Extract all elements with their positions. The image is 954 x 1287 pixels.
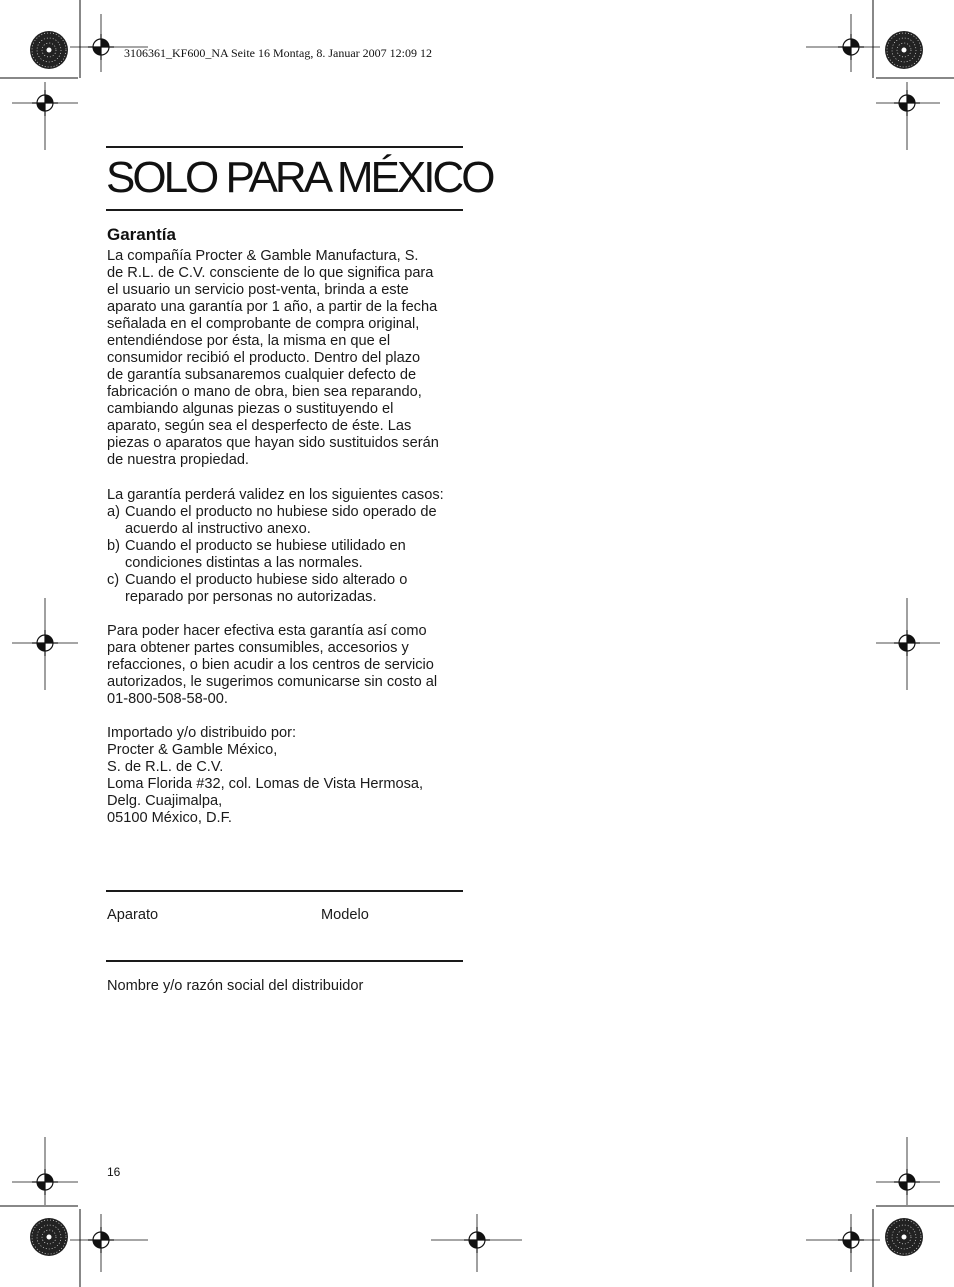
text-line: de garantía subsanaremos cualquier defecto de [107,367,417,383]
page-title: SOLO PARA MÉXICO [106,153,493,202]
text-line: Importado y/o distribuido por: [107,725,297,741]
distributor-field-label: Nombre y/o razón social del distribuidor [107,978,364,994]
text-line: autorizados, le sugerimos comunicarse sin costo al [107,674,438,690]
text-line: Para poder hacer efectiva esta garantía así como [107,623,427,639]
text-line: el usuario un servicio post-venta, brinda a este [107,282,409,298]
text-line: de nuestra propiedad. [107,452,249,468]
text-line: La compañía Procter & Gamble Manufactura, S. [107,248,419,264]
text-line: Cuando el producto hubiese sido alterado o [125,572,408,588]
text-line: 01-800-508-58-00. [107,691,228,707]
text-line: S. de R.L. de C.V. [107,759,224,775]
text-line: refacciones, o bien acudir a los centros de servicio [107,657,434,673]
text-line: Delg. Cuajimalpa, [107,793,223,809]
appliance-field-label: Aparato [107,907,159,923]
text-line: aparato, según sea el desperfecto de éste. Las [107,418,412,434]
text-line: entendiéndose por ésta, la misma en que el [107,333,391,349]
text-line: consumidor recibió el producto. Dentro del plazo [107,350,421,366]
section-heading-garantia: Garantía [107,225,176,244]
text-line: aparato una garantía por 1 año, a partir de la fecha [107,299,438,315]
model-field-label: Modelo [321,907,369,923]
text-line: condiciones distintas a las normales. [125,555,363,571]
text-line: señalada en el comprobante de compra original, [107,316,420,332]
list-marker: b) [107,538,120,554]
text-line: Procter & Gamble México, [107,742,278,758]
text-line: para obtener partes consumibles, accesorios y [107,640,409,656]
conditions-intro: La garantía perderá validez en los siguientes casos: [107,487,444,503]
text-line: Cuando el producto se hubiese utilidado en [125,538,406,554]
list-marker: c) [107,572,120,588]
text-line: de R.L. de C.V. consciente de lo que significa para [107,265,434,281]
text-line: cambiando algunas piezas o sustituyendo el [107,401,394,417]
text-line: piezas o aparatos que hayan sido sustituidos serán [107,435,439,451]
print-header: 3106361_KF600_NA Seite 16 Montag, 8. Januar 2007 12:09 12 [124,46,432,60]
text-line: 05100 México, D.F. [107,810,232,826]
text-line: reparado por personas no autorizadas. [125,589,377,605]
text-line: Loma Florida #32, col. Lomas de Vista Hermosa, [107,776,424,792]
text-line: fabricación o mano de obra, bien sea reparando, [107,384,422,400]
page-number: 16 [107,1165,121,1179]
text-line: Cuando el producto no hubiese sido operado de [125,504,437,520]
list-marker: a) [107,504,120,520]
text-line: acuerdo al instructivo anexo. [125,521,311,537]
